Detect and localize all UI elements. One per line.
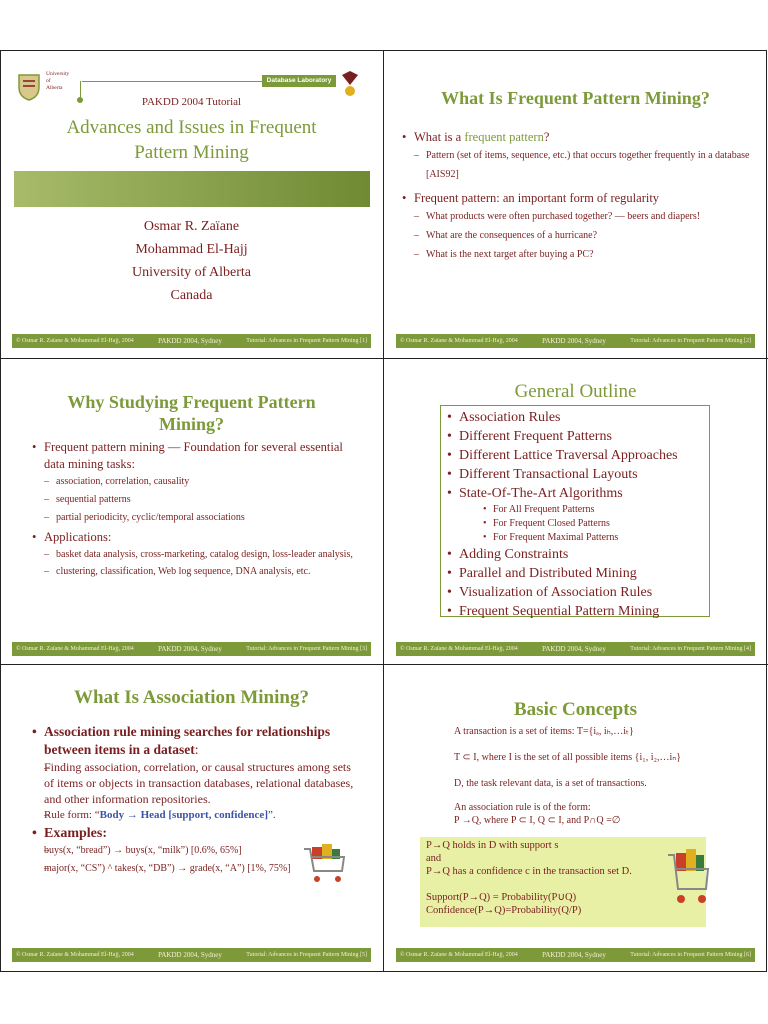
- shopping-cart-icon: [666, 845, 712, 909]
- concept-line: An association rule is of the form:: [454, 802, 591, 813]
- outline-box: [440, 405, 710, 617]
- sub-bullet: – association, correlation, causality: [30, 473, 353, 491]
- shopping-cart-icon: [302, 841, 348, 885]
- sub-bullet: – clustering, classification, Web log sequence, DNA analysis, etc.: [30, 565, 353, 578]
- slide-5: [0, 665, 383, 972]
- university-logo-text: University of Alberta: [46, 71, 70, 91]
- bullet: • Applications:: [30, 529, 353, 546]
- outline-item: • Adding Constraints: [447, 545, 709, 564]
- sub-bullet: – What is the next target after buying a PC?: [400, 245, 751, 264]
- slide-title: What Is Association Mining?: [74, 687, 309, 708]
- slide-footer: © Osmar R. Zaïane & Mohammad El-Hajj, 2004 PAKDD 2004, Sydney Tutorial: Advances in Frequent Pattern Mining [4]: [396, 642, 755, 656]
- concept-line: A transaction is a set of items: T={iₐ, iₕ,…iₜ}: [454, 726, 634, 737]
- sub-bullet: – What products were often purchased together? — beers and diapers!: [400, 207, 751, 226]
- slide-title: General Outline: [514, 381, 637, 402]
- bullet: • Examples:: [30, 825, 359, 842]
- definition-text: P→Q holds in D with support s and P→Q has a confidence c in the transaction set D. Support(P→Q) = Probability(P∪Q) Confidence(P→Q)=Probability(Q/P): [426, 840, 632, 916]
- slide-footer: © Osmar R. Zaïane & Mohammad El-Hajj, 2004 PAKDD 2004, Sydney Tutorial: Advances in Frequent Pattern Mining [2]: [396, 334, 755, 348]
- slide-2: [384, 51, 767, 358]
- slide-footer: © Osmar R. Zaïane & Mohammad El-Hajj, 2004 PAKDD 2004, Sydney Tutorial: Advances in Frequent Pattern Mining [3]: [12, 642, 371, 656]
- concept-line: D, the task relevant data, is a set of transactions.: [454, 778, 647, 789]
- bullet: • Frequent pattern mining — Foundation for several essential data mining tasks:: [30, 439, 353, 473]
- outline-item: • Frequent Sequential Pattern Mining: [447, 602, 709, 621]
- slide-footer: © Osmar R. Zaïane & Mohammad El-Hajj, 2004 PAKDD 2004, Sydney Tutorial: Advances in Frequent Pattern Mining [6]: [396, 948, 755, 962]
- bullet: • Association rule mining searches for relationships between items in a dataset:: [30, 723, 359, 759]
- sub-bullet: – Finding association, correlation, or causal structures among sets of items or objects in transaction databases, relational databases, and other information repositories.: [30, 759, 359, 807]
- outline-item: • State-Of-The-Art Algorithms: [447, 484, 709, 503]
- sub-bullet: – sequential patterns: [30, 491, 353, 509]
- outline-item: • Different Lattice Traversal Approaches: [447, 446, 709, 465]
- sub-bullet: – major(x, “CS”) ^ takes(x, “DB”) → grade(x, “A”) [1%, 75%]: [30, 860, 359, 878]
- outline-subitem: • For Frequent Maximal Patterns: [447, 531, 709, 545]
- gem-icon: [340, 69, 360, 99]
- outline-item: • Different Frequent Patterns: [447, 427, 709, 446]
- slide-title: Advances and Issues in Frequent Pattern Mining: [66, 117, 317, 163]
- outline-subitem: • For Frequent Closed Patterns: [447, 517, 709, 531]
- outline-item: • Parallel and Distributed Mining: [447, 564, 709, 583]
- slide-1: [0, 51, 383, 358]
- sub-bullet: – partial periodicity, cyclic/temporal associations: [30, 509, 353, 527]
- definition-box: [420, 837, 706, 927]
- author-block: Osmar R. Zaïane Mohammad El-Hajj University of Alberta Canada: [132, 219, 251, 303]
- database-lab-banner: Database Laboratory: [262, 75, 336, 87]
- slide-title: What Is Frequent Pattern Mining?: [441, 88, 710, 108]
- sub-bullet: – Pattern (set of items, sequence, etc.) that occurs together frequently in a database [AIS92]: [400, 146, 751, 184]
- concept-line: P →Q, where P ⊂ I, Q ⊂ I, and P∩Q =∅: [454, 815, 621, 826]
- title-bar: [14, 171, 370, 207]
- slide-3: [0, 359, 383, 666]
- outline-item: • Different Transactional Layouts: [447, 465, 709, 484]
- bullet: • What is a frequent pattern?: [400, 129, 751, 146]
- sub-bullet: – basket data analysis, cross-marketing, catalog design, loss-leader analysis,: [30, 548, 353, 561]
- slide-footer: © Osmar R. Zaïane & Mohammad El-Hajj, 2004 PAKDD 2004, Sydney Tutorial: Advances in Frequent Pattern Mining [5]: [12, 948, 371, 962]
- sub-bullet: – What are the consequences of a hurricane?: [400, 226, 751, 245]
- decor-line: [82, 81, 262, 82]
- sub-bullet: – Rule form: “Body → Head [support, confidence]”.: [30, 807, 359, 823]
- slide-title: Basic Concepts: [514, 699, 637, 720]
- slide-title: Why Studying Frequent Pattern Mining?: [67, 392, 316, 434]
- sub-bullet: – buys(x, “bread”) → buys(x, “milk”) [0.6%, 65%]: [30, 842, 359, 860]
- slide-6: [384, 665, 767, 972]
- outline-item: • Visualization of Association Rules: [447, 583, 709, 602]
- outline-item: • Association Rules: [447, 408, 709, 427]
- outline-subitem: • For All Frequent Patterns: [447, 503, 709, 517]
- bullet: • Frequent pattern: an important form of regularity: [400, 190, 751, 207]
- tutorial-label: PAKDD 2004 Tutorial: [141, 96, 242, 108]
- slide-4: [384, 359, 767, 666]
- slide-footer: © Osmar R. Zaïane & Mohammad El-Hajj, 2004 PAKDD 2004, Sydney Tutorial: Advances in Frequent Pattern Mining [1]: [12, 334, 371, 348]
- concept-line: T ⊂ I, where I is the set of all possible items {i₁, i₂,…iₙ}: [454, 752, 682, 763]
